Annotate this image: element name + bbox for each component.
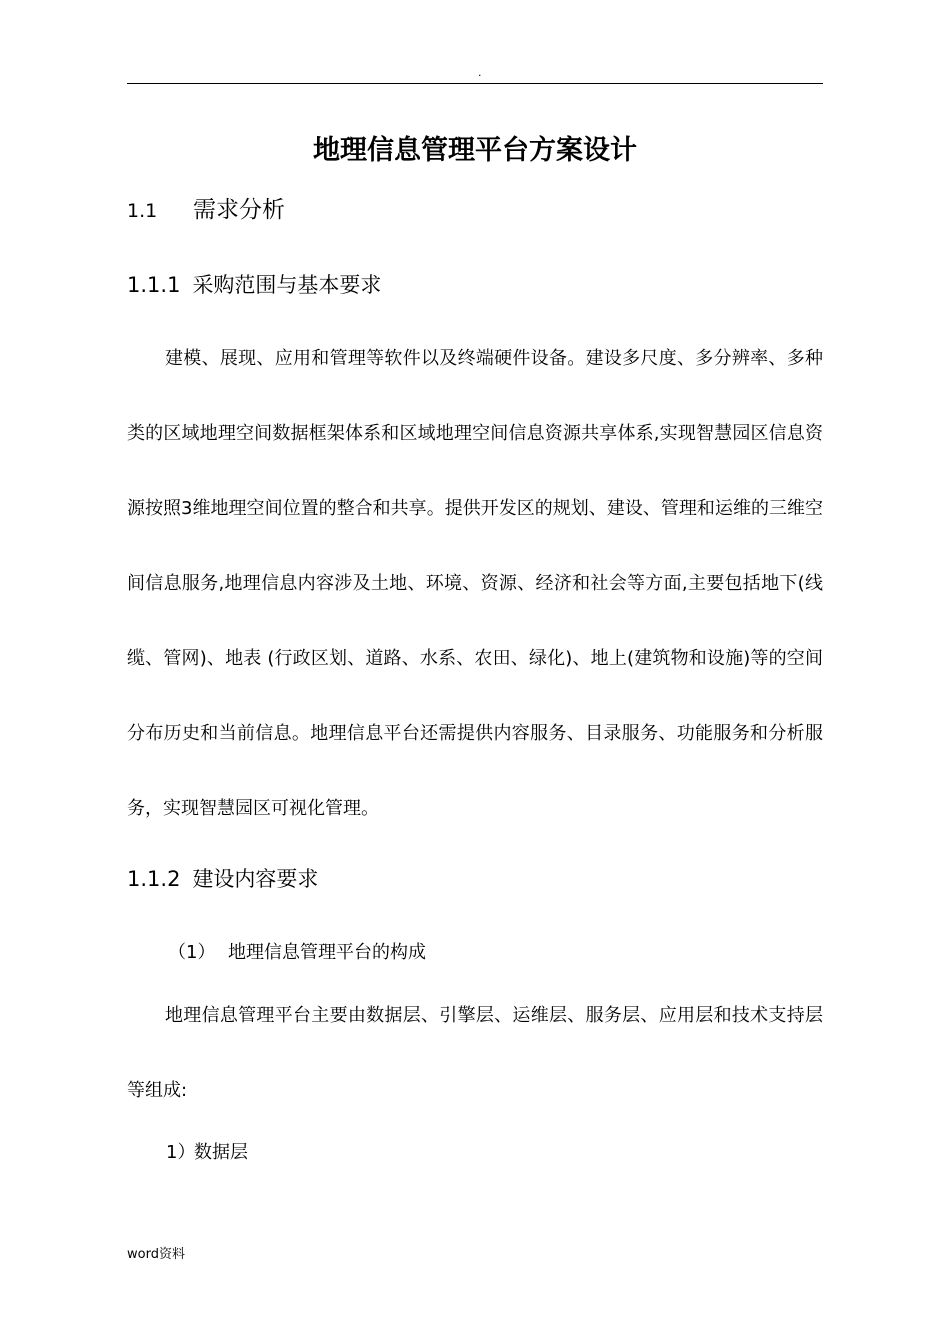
header-rule bbox=[127, 83, 823, 84]
subsection-title: 采购范围与基本要求 bbox=[192, 273, 382, 297]
list-item-label: 地理信息管理平台的构成 bbox=[228, 942, 426, 963]
list-item-platform-composition bbox=[168, 939, 426, 967]
paragraph-scope: 建模、展现、应用和管理等软件以及终端硬件设备。建设多尺度、多分辨率、多种类的区域地理空间数据框架体系和区域地理空间信息资源共享体系,实现智慧园区信息资源按照3维地理空间位置的整合和共享。提供开发区的规划、建设、管理和运维的三维空间信息服务,地理信息内容涉及土地、环境、资源、经济和社会等方面,主要包括地下(线缆、管网)、地表 (行政区划、道路、水系、农田、绿化)、地上(建筑物和设施)等的空间分布历史和当前信息。地理信息平台还需提供内容服务、目录服务、功能服务和分析服务，实现智慧园区可视化管理。 bbox=[127, 348, 823, 819]
subsection-number: 1.1.2 bbox=[127, 867, 181, 891]
section-title: 需求分析 bbox=[193, 197, 285, 223]
footer-text: word资料 bbox=[127, 1247, 185, 1262]
list-item-number: 1） bbox=[166, 1142, 196, 1163]
section-heading bbox=[127, 194, 285, 227]
subsection-heading-2 bbox=[127, 864, 318, 894]
list-item-data-layer bbox=[166, 1139, 248, 1167]
subsection-heading-1 bbox=[127, 270, 381, 300]
subsection-number: 1.1.1 bbox=[127, 273, 181, 297]
document-title: 地理信息管理平台方案设计 bbox=[313, 135, 637, 166]
subsection-title: 建设内容要求 bbox=[192, 867, 319, 891]
list-item-number: （1） bbox=[168, 942, 216, 963]
section-number: 1.1 bbox=[127, 200, 158, 222]
header-mark: . bbox=[478, 66, 482, 79]
paragraph-composition: 地理信息管理平台主要由数据层、引擎层、运维层、服务层、应用层和技术支持层等组成: bbox=[127, 1005, 823, 1101]
list-item-label: 数据层 bbox=[194, 1142, 248, 1163]
